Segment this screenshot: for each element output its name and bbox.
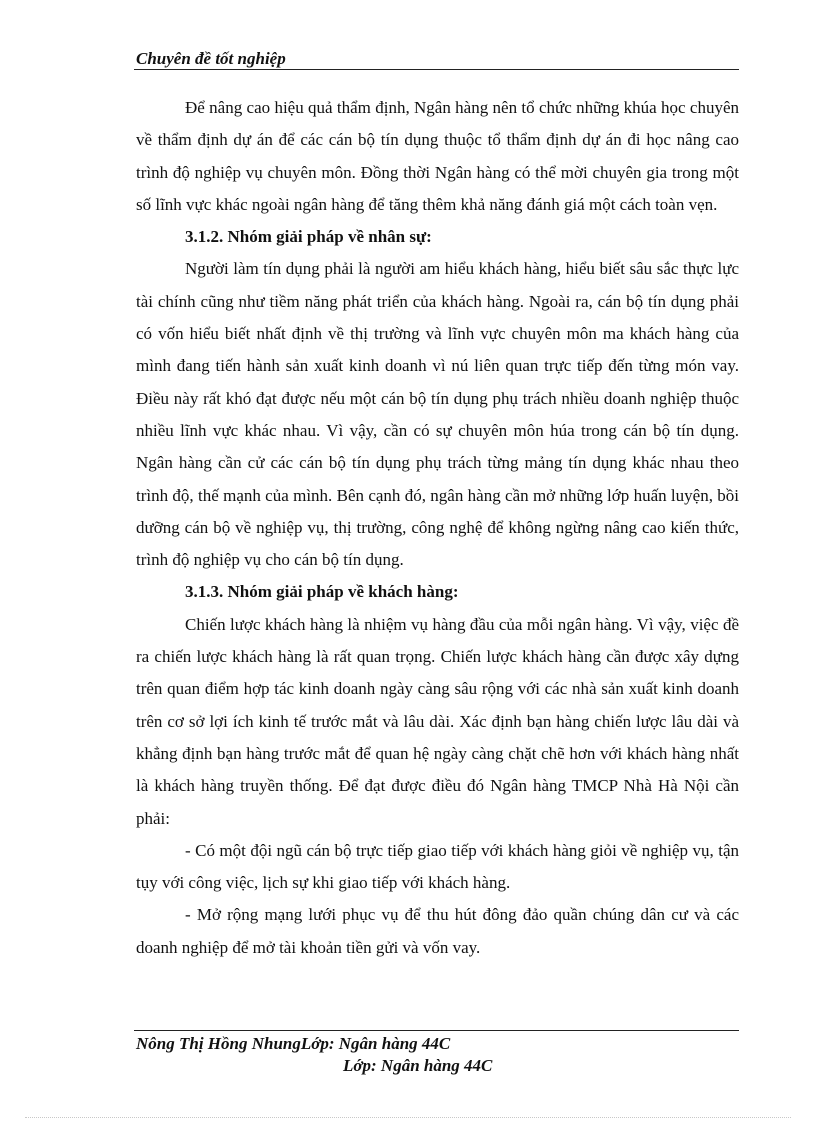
section-heading: 3.1.3. Nhóm giải pháp về khách hàng:: [185, 582, 459, 602]
list-item: - Có một đội ngũ cán bộ trực tiếp giao tiếp với khách hàng giỏi về nghiệp vụ, tận tụy với công việc, lịch sự khi giao tiếp với khách hàng.: [136, 840, 739, 893]
paragraph: Người làm tín dụng phải là người am hiểu khách hàng, hiểu biết sâu sắc thực lực tài chính cũng như tiềm năng phát triển của khách hàng. Ngoài ra, cán bộ tín dụng phải có vốn hiểu biết nhất định về thị trường và lĩnh vực chuyên môn ma khách hàng của mình đang tiến hành sản xuất kinh doanh vì nú liên quan trực tiếp đến từng món vay. Điều này rất khó đạt được nếu một cán bộ tín dụng phụ trách nhiều doanh nghiệp thuộc nhiều lĩnh vực khác nhau. Vì vậy, cần có sự chuyên môn húa trong cán bộ tín dụng. Ngân hàng cần cử các cán bộ tín dụng phụ trách từng mảng tín dụng khác nhau theo trình độ, thế mạnh của mình. Bên cạnh đó, ngân hàng cần mở những lớp huấn luyện, bồi dưỡng cán bộ về nghiệp vụ, thị trường, công nghệ để không ngừng nâng cao kiến thức, trình độ nghiệp vụ cho cán bộ tín dụng.: [136, 259, 739, 570]
header-divider: [134, 69, 739, 70]
footer-author: Nông Thị Hồng NhungLớp: Ngân hàng 44C: [136, 1034, 451, 1053]
paragraph: Để nâng cao hiệu quả thẩm định, Ngân hàng nên tổ chức những khúa học chuyên về thẩm định dự án để các cán bộ tín dụng thuộc tổ thẩm định dự án đi học nâng cao trình độ nghiệp vụ chuyên môn. Đồng thời Ngân hàng có thể mời chuyên gia trong một số lĩnh vực khác ngoài ngân hàng để tăng thêm khả năng đánh giá một cách toàn vẹn.: [136, 98, 739, 214]
footer-divider: [134, 1030, 739, 1031]
section-heading: 3.1.2. Nhóm giải pháp về nhân sự:: [185, 227, 432, 247]
body-text: [136, 92, 739, 964]
paragraph: Chiến lược khách hàng là nhiệm vụ hàng đầu của mỗi ngân hàng. Vì vậy, việc đề ra chiến lược khách hàng là rất quan trọng. Chiến lược khách hàng cần được xây dựng trên quan điểm hợp tác kinh doanh ngày càng sâu rộng với các nhà sản xuất kinh doanh trên cơ sở lợi ích kinh tế trước mắt và lâu dài. Xác định bạn hàng chiến lược lâu dài và khẳng định bạn hàng trước mắt để quan hệ ngày càng chặt chẽ hơn với khách hàng nhất là khách hàng truyền thống. Để đạt được điều đó Ngân hàng TMCP Nhà Hà Nội cần phải:: [136, 614, 739, 828]
list-item: - Mở rộng mạng lưới phục vụ để thu hút đông đảo quần chúng dân cư và các doanh nghiệp để mở tài khoản tiền gửi và vốn vay.: [136, 905, 739, 957]
footer-class: Lớp: Ngân hàng 44C: [343, 1056, 493, 1075]
header-title: Chuyên đề tốt nghiệp: [136, 49, 286, 68]
page-edge: [25, 1117, 791, 1118]
